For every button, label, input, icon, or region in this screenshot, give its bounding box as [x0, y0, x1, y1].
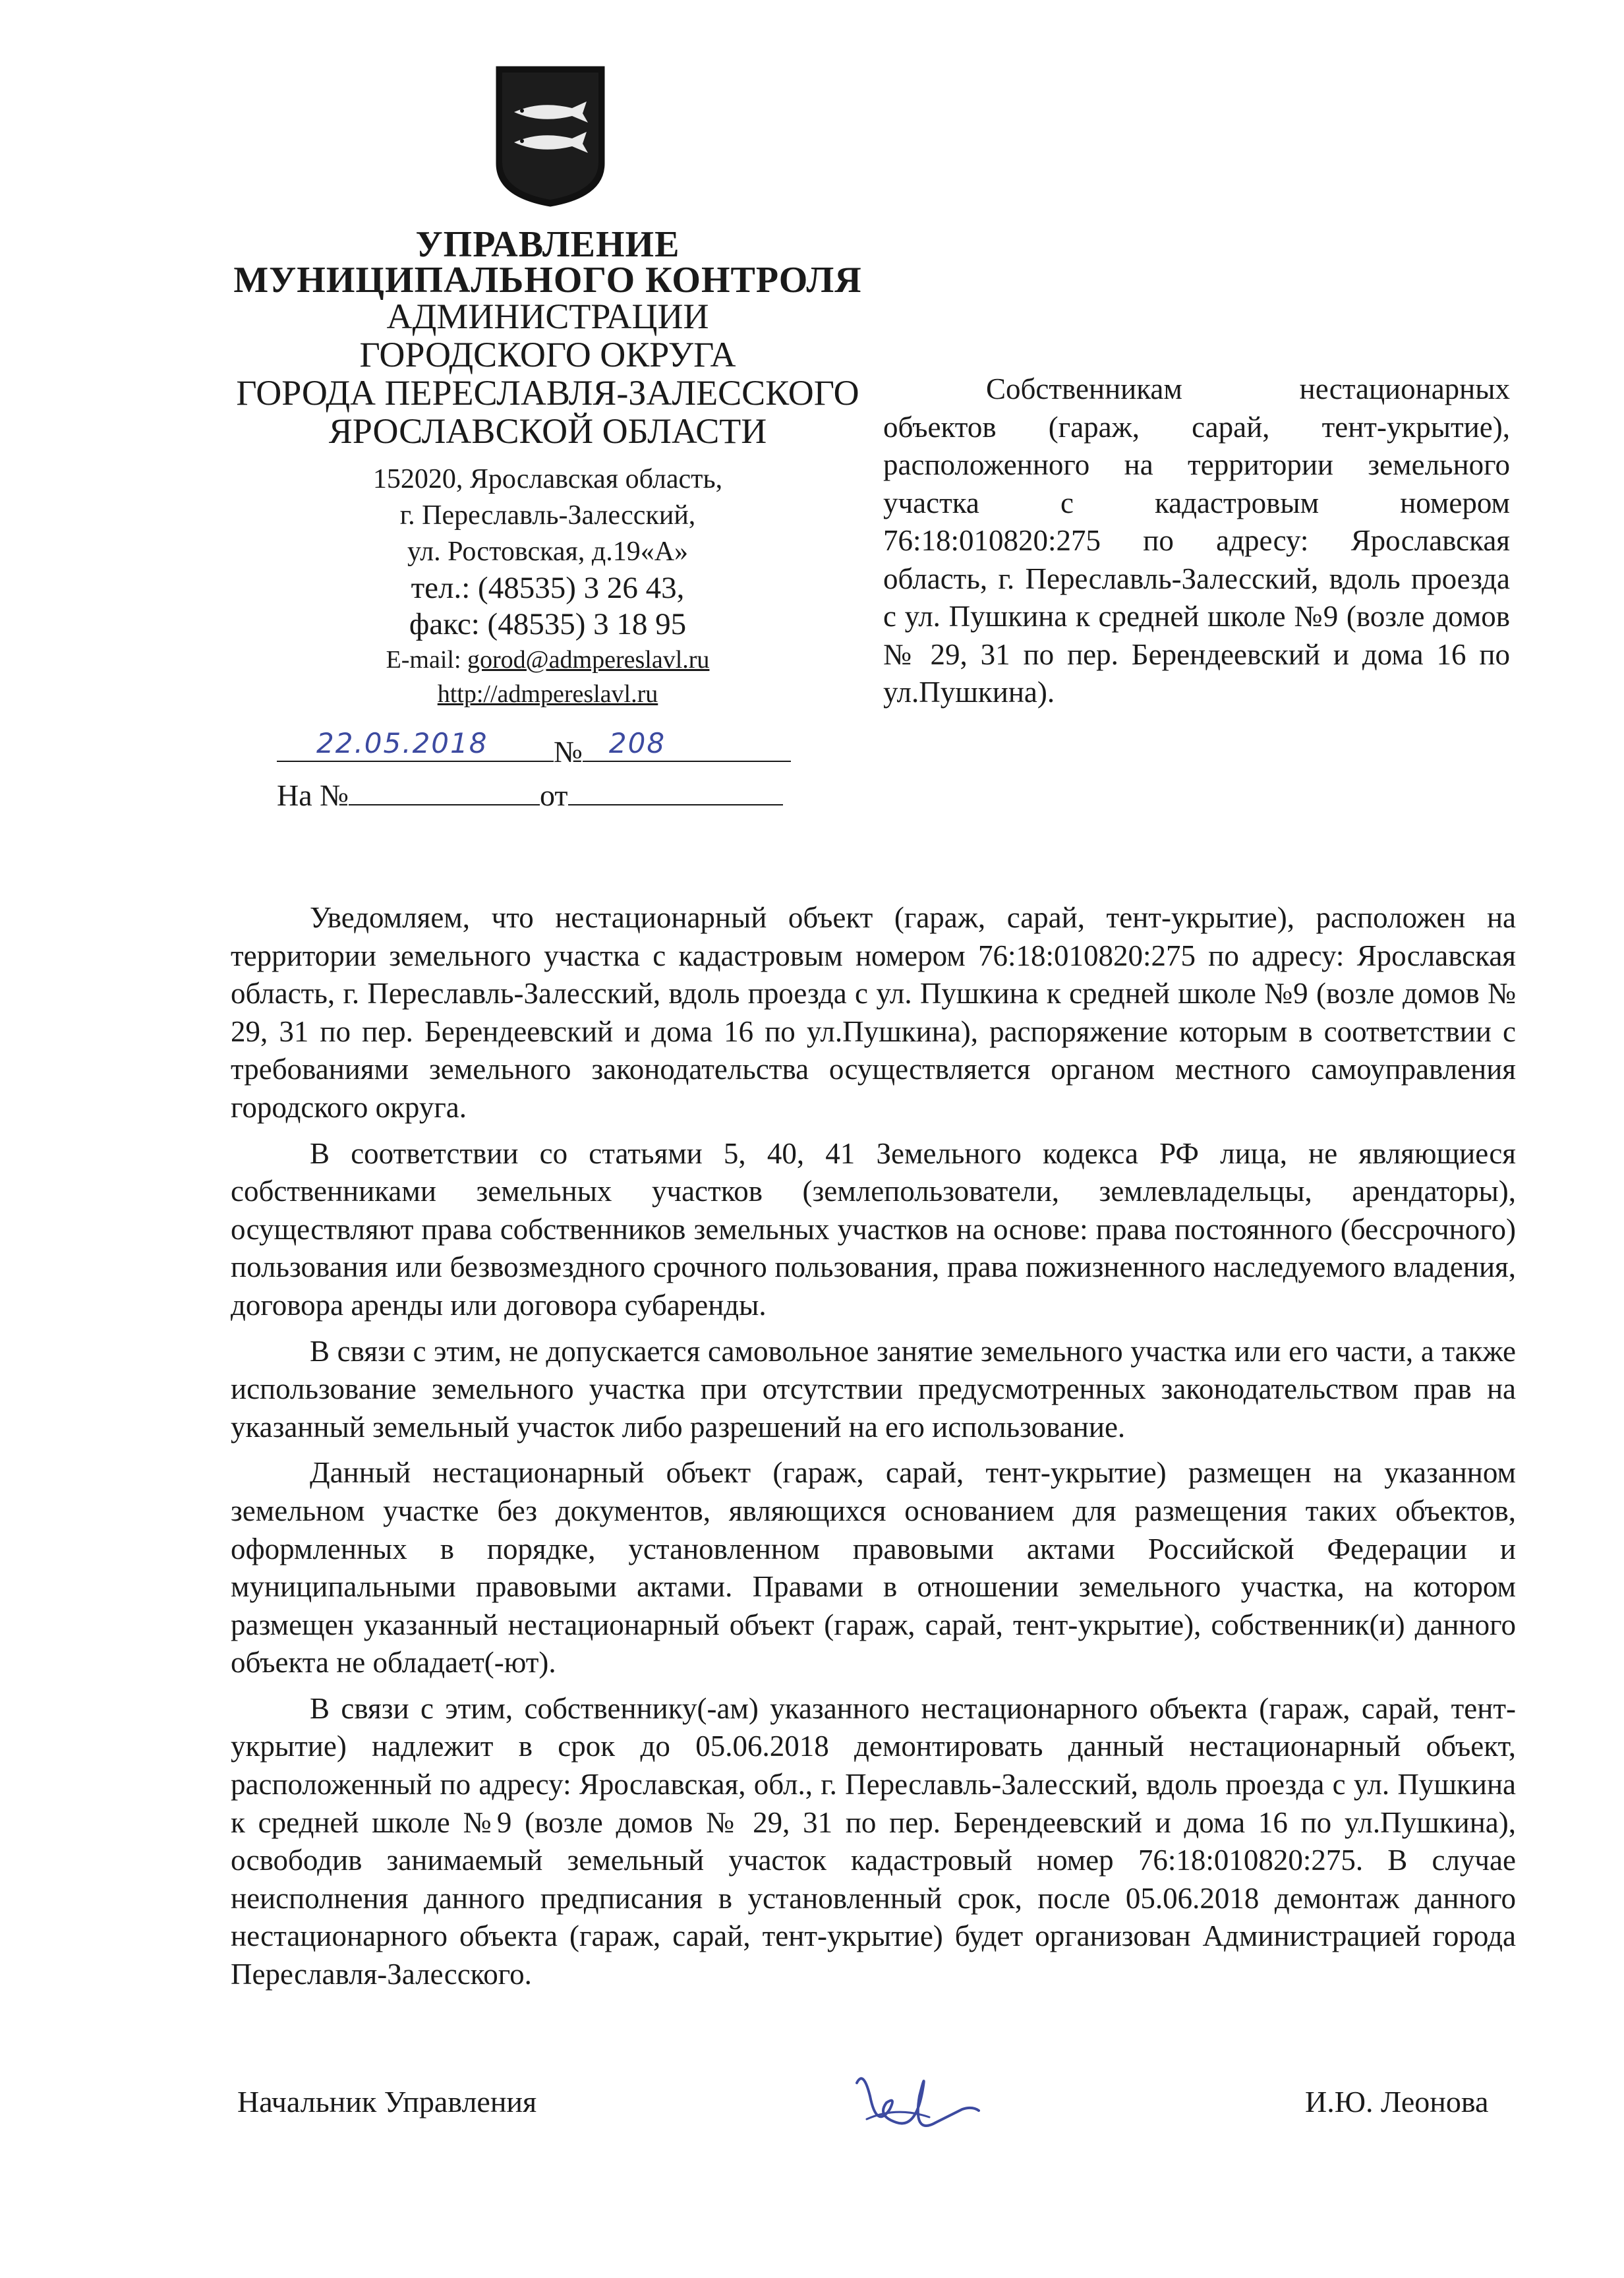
number-label: № — [554, 735, 583, 769]
reply-date-field — [568, 775, 783, 805]
from-label: от — [540, 778, 568, 812]
org-title-line1: УПРАВЛЕНИЕ — [415, 224, 680, 265]
handwritten-date: 22.05.2018 — [316, 727, 488, 759]
body-paragraph-4: Данный нестационарный объект (гараж, сарай, тент-укрытие) размещен на указанном земельном участке без документов, являющихся основанием для размещения таких объектов, оформленных в порядке, установленном правовыми актами Российской Федерации и муниципальными правовыми актами. Правами в отношении земельного участка, на котором размещен указанный нестационарный объект (гараж, сарай, тент-укрытие), собственник(и) данного объекта не обладает(-ют). — [231, 1456, 1516, 1679]
addressee-first-word: Собственникам — [986, 372, 1182, 405]
address-line3: ул. Ростовская, д.19«А» — [407, 537, 689, 567]
number-field — [583, 727, 791, 762]
org-title-line2: МУНИЦИПАЛЬНОГО КОНТРОЛЯ — [233, 260, 862, 301]
body-paragraph-3: В связи с этим, не допускается самовольное занятие земельного участка или его части, а также использование земельного участка при отсутствии предусмотренных законодательством прав на указанный земельный участок либо разрешений на его использование. — [231, 1334, 1516, 1444]
reply-number-field — [349, 775, 540, 805]
address-line1: 152020, Ярославская область, — [372, 464, 723, 494]
date-field — [277, 727, 554, 762]
registration-line — [277, 727, 791, 769]
body-paragraph-2: В соответствии со статьями 5, 40, 41 Земельного кодекса РФ лица, не являющиеся собственниками земельных участков (землепользователи, землевладельцы, арендаторы), осуществляют права собственников земельных участков на основе: права постоянного (бессрочного) пользования или безвозмездного срочного пользования, права пожизненного наследуемого владения, договора аренды или договора субаренды. — [231, 1136, 1516, 1322]
letter-body — [231, 899, 1516, 2002]
coat-of-arms-emblem — [494, 65, 606, 208]
reply-line — [277, 775, 783, 813]
addressee-block — [883, 370, 1510, 712]
email-line — [215, 643, 881, 677]
website-link[interactable]: http://admpereslavl.ru — [437, 680, 658, 708]
email-link[interactable]: gorod@admpereslavl.ru — [467, 646, 710, 674]
handwritten-signature — [850, 2057, 982, 2155]
handwritten-number: 208 — [608, 727, 666, 759]
fax-line: факс: (48535) 3 18 95 — [409, 607, 687, 641]
email-label: E-mail: — [386, 646, 468, 674]
signatory-name: И.Ю. Леонова — [1305, 2085, 1489, 2118]
phone-line: тел.: (48535) 3 26 43, — [411, 571, 685, 605]
body-paragraph-1: Уведомляем, что нестационарный объект (гараж, сарай, тент-укрытие), расположен на территории земельного участка с кадастровым номером 76:18:010820:275 по адресу: Ярославская область, г. Переславль-Залесский, вдоль проезда с ул. Пушкина к средней школе №9 (возле домов № 29, 31 по пер. Берендеевский и дома 16 по ул.Пушкина), распоряжение которым в соответствии с требованиями земельного законодательства осуществляется органом местного самоуправления городского округа. — [231, 901, 1516, 1124]
org-title-line5: ГОРОДА ПЕРЕСЛАВЛЯ-ЗАЛЕССКОГО — [236, 373, 859, 413]
addressee-text: нестационарных объектов (гараж, сарай, тент-укрытие), расположенного на территории земельного участка с кадастровым номером 76:18:010820:275 по адресу: Ярославская область, г. Переславль-Залесский, вдоль проезда с ул. Пушкина к средней школе №9 (возле домов № 29, 31 по пер. Берендеевский и дома 16 по ул.Пушкина). — [883, 372, 1510, 709]
signatory-position: Начальник Управления — [237, 2085, 537, 2118]
address-line2: г. Переславль-Залесский, — [399, 500, 696, 531]
contact-block — [215, 461, 881, 711]
body-paragraph-5: В связи с этим, собственнику(-ам) указанного нестационарного объекта (гараж, сарай, тент-укрытие) надлежит в срок до 05.06.2018 демонтировать данный нестационарный объект, расположенный по адресу: Ярославская, обл., г. Переславль-Залесский, вдоль проезда с ул. Пушкина к средней школе №9 (возле домов № 29, 31 по пер. Берендеевский и дома 16 по ул.Пушкина), освободив занимаемый земельный участок кадастровый номер 76:18:010820:275. В случае неисполнения данного предписания в установленный срок, после 05.06.2018 демонтаж данного нестационарного объекта (гараж, сарай, тент-укрытие) будет организован Администрацией города Переславля-Залесского. — [231, 1691, 1516, 1991]
org-title-line4: ГОРОДСКОГО ОКРУГА — [359, 335, 736, 374]
org-title-line3: АДМИНИСТРАЦИИ — [386, 297, 709, 336]
org-title-line6: ЯРОСЛАВСКОЙ ОБЛАСТИ — [328, 411, 767, 451]
reply-label: На № — [277, 778, 349, 812]
